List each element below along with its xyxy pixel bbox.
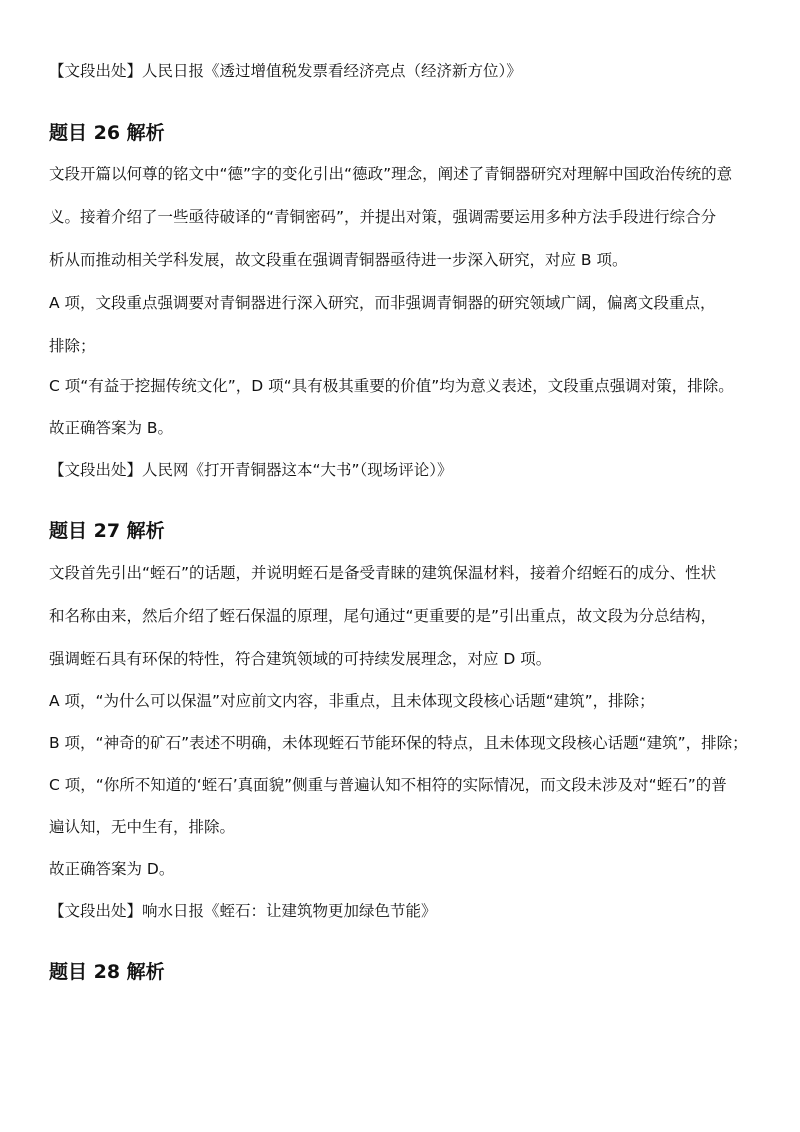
q27-option-b-line: B 项，“神奇的矿石”表述不明确，未体现蛭石节能环保的特点，且未体现文段核心话题“建筑”，排除； — [49, 734, 748, 752]
q27-heading: 题目 27 解析 — [49, 520, 165, 542]
q26-paragraph-line: 析从而推动相关学科发展，故文段重在强调青铜器亟待进一步深入研究，对应 B 项。 — [49, 251, 628, 269]
q26-paragraph-line: 文段开篇以何尊的铭文中“德”字的变化引出“德政”理念，阐述了青铜器研究对理解中国政治传统的意 — [49, 165, 733, 183]
q27-option-c-line: 遍认知，无中生有，排除。 — [49, 818, 236, 836]
q26-option-a-line: 排除； — [49, 337, 96, 355]
q27-option-a-line: A 项，“为什么可以保温”对应前文内容，非重点，且未体现文段核心话题“建筑”，排除； — [49, 692, 655, 710]
q28-heading: 题目 28 解析 — [49, 961, 165, 983]
source-line-previous: 【文段出处】人民日报《透过增值税发票看经济亮点（经济新方位）》 — [49, 62, 522, 80]
q27-paragraph-line: 和名称由来，然后介绍了蛭石保温的原理，尾句通过“更重要的是”引出重点，故文段为分总结构， — [49, 607, 717, 625]
q26-paragraph-line: 义。接着介绍了一些亟待破译的“青铜密码”，并提出对策，强调需要运用多种方法手段进行综合分 — [49, 208, 717, 226]
q27-answer: 故正确答案为 D。 — [49, 860, 175, 878]
q26-heading: 题目 26 解析 — [49, 122, 165, 144]
q26-source: 【文段出处】人民网《打开青铜器这本“大书”（现场评论）》 — [49, 461, 453, 479]
q27-paragraph-line: 强调蛭石具有环保的特性，符合建筑领域的可持续发展理念，对应 D 项。 — [49, 650, 552, 668]
q26-option-a-line: A 项，文段重点强调要对青铜器进行深入研究，而非强调青铜器的研究领域广阔，偏离文段重点， — [49, 294, 716, 312]
q26-answer: 故正确答案为 B。 — [49, 419, 174, 437]
q26-option-cd-line: C 项“有益于挖掘传统文化”，D 项“具有极其重要的价值”均为意义表述，文段重点强调对策，排除。 — [49, 377, 734, 395]
q27-source: 【文段出处】响水日报《蛭石：让建筑物更加绿色节能》 — [49, 902, 437, 920]
q27-paragraph-line: 文段首先引出“蛭石”的话题，并说明蛭石是备受青睐的建筑保温材料，接着介绍蛭石的成分、性状 — [49, 564, 717, 582]
q27-option-c-line: C 项，“你所不知道的‘蛭石’真面貌”侧重与普遍认知不相符的实际情况，而文段未涉及对“蛭石”的普 — [49, 776, 727, 794]
